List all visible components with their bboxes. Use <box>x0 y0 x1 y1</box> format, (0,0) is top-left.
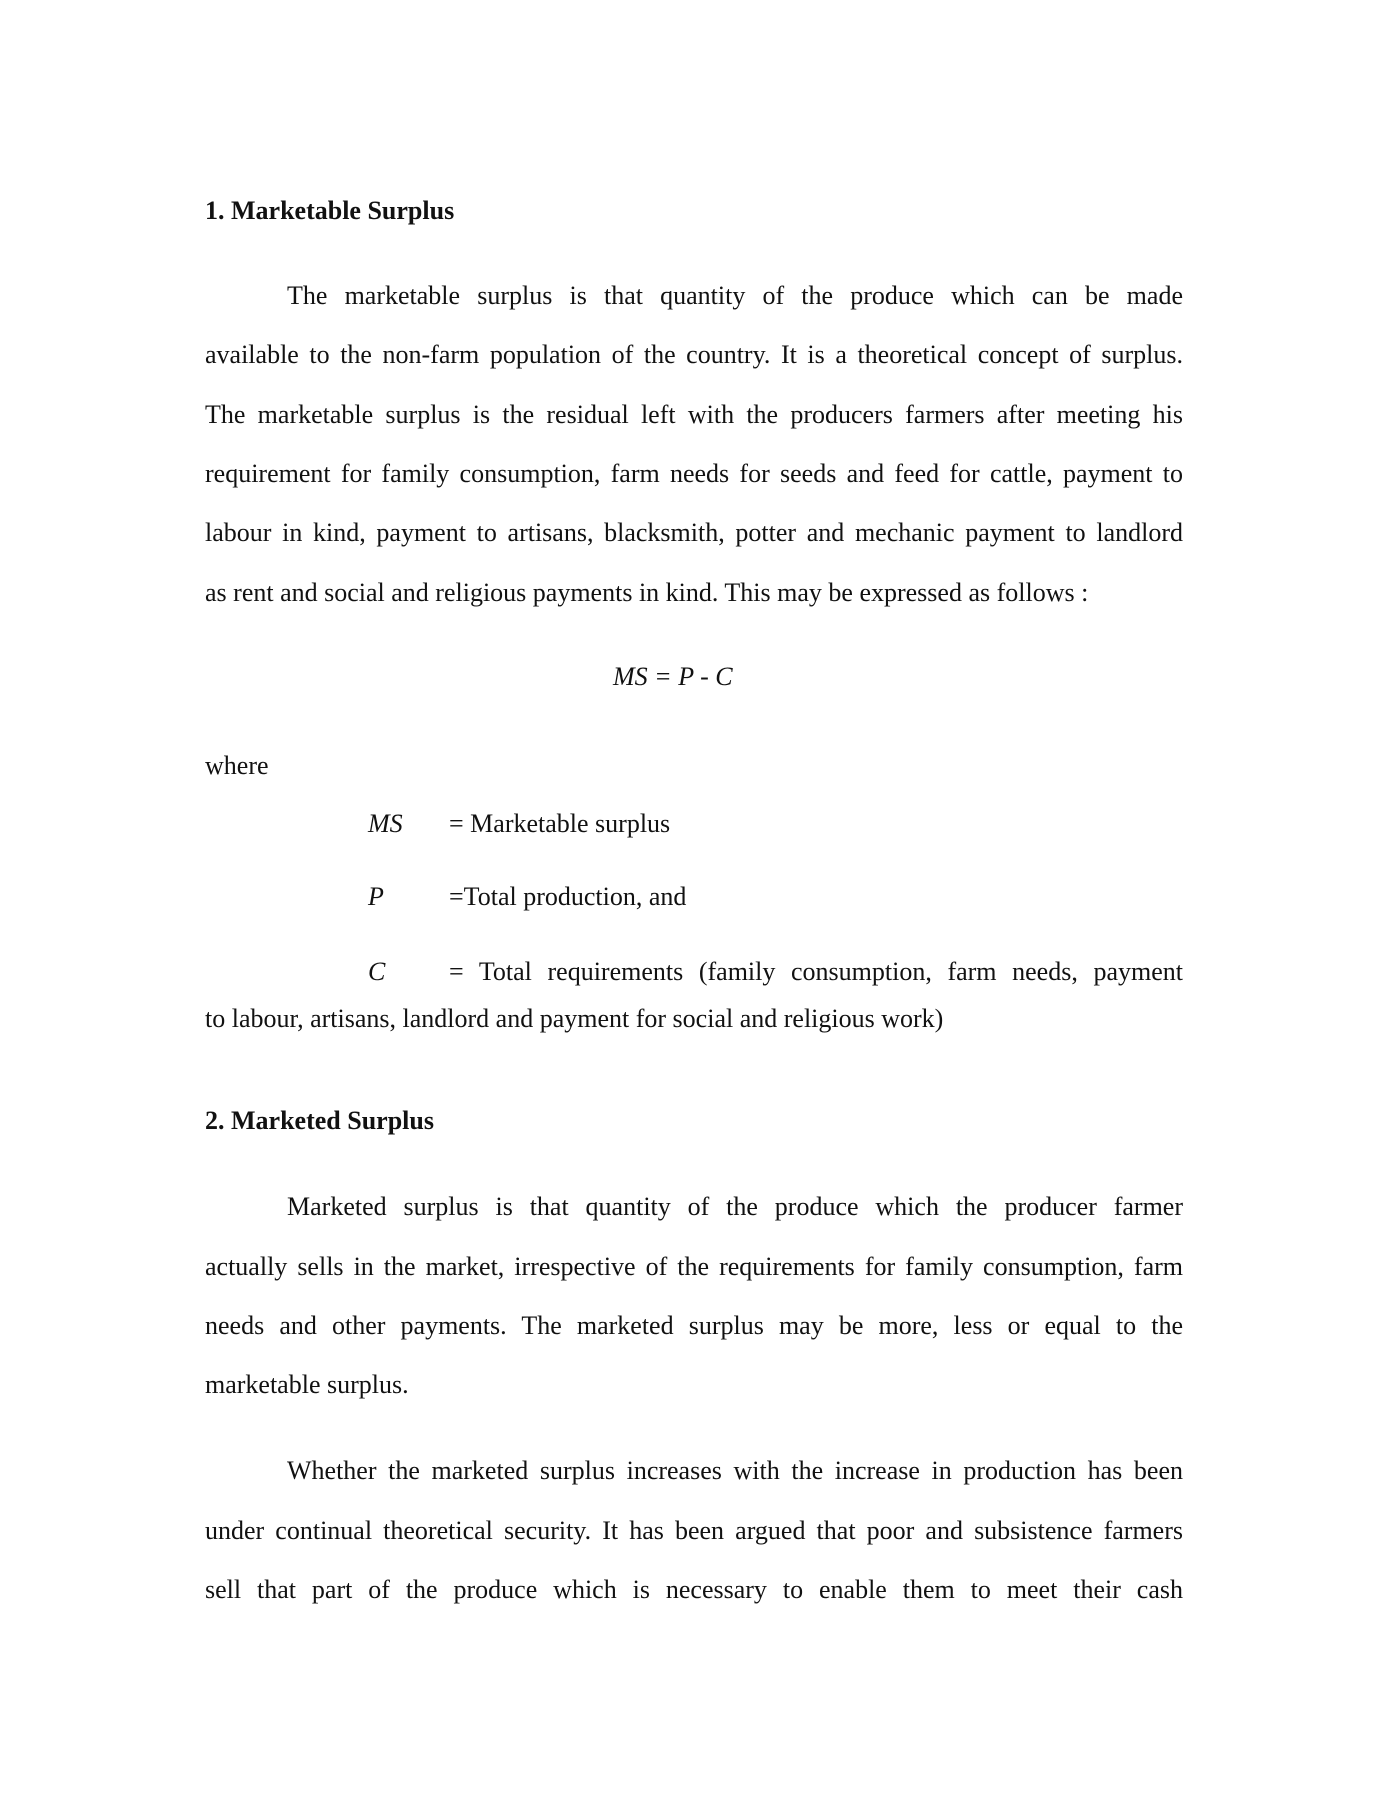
paragraph-line: requirement for family consumption, farm needs for seeds and feed for cattle, payment to <box>205 459 1183 488</box>
definition-symbol: MS <box>368 809 403 838</box>
formula: MS = P - C <box>613 662 733 691</box>
definition-symbol: P <box>368 882 384 911</box>
paragraph-line: The marketable surplus is that quantity of the produce which can be made <box>287 281 1183 310</box>
paragraph-line: Whether the marketed surplus increases with the increase in production has been <box>287 1456 1183 1485</box>
section-heading-marketable-surplus: 1. Marketable Surplus <box>205 196 455 225</box>
paragraph-line: The marketable surplus is the residual left with the producers farmers after meeting his <box>205 400 1183 429</box>
paragraph-line: needs and other payments. The marketed surplus may be more, less or equal to the <box>205 1311 1183 1340</box>
paragraph-line: under continual theoretical security. It has been argued that poor and subsistence farmers <box>205 1516 1183 1545</box>
definition-meaning: =Total production, and <box>449 882 687 911</box>
paragraph-line: sell that part of the produce which is necessary to enable them to meet their cash <box>205 1575 1183 1604</box>
definition-symbol: C <box>368 957 386 986</box>
paragraph-line: actually sells in the market, irrespective of the requirements for family consumption, farm <box>205 1252 1183 1281</box>
paragraph-line: labour in kind, payment to artisans, blacksmith, potter and mechanic payment to landlord <box>205 518 1183 547</box>
paragraph-line: Marketed surplus is that quantity of the produce which the producer farmer <box>287 1192 1183 1221</box>
paragraph-line: as rent and social and religious payments in kind. This may be expressed as follows : <box>205 578 1089 607</box>
paragraph-line: marketable surplus. <box>205 1370 409 1399</box>
section-heading-marketed-surplus: 2. Marketed Surplus <box>205 1106 434 1135</box>
paragraph-line: available to the non-farm population of the country. It is a theoretical concept of surplus. <box>205 340 1183 369</box>
definition-meaning: = Total requirements (family consumption, farm needs, payment <box>449 957 1183 986</box>
where-label: where <box>205 751 269 780</box>
definition-meaning: = Marketable surplus <box>449 809 671 838</box>
definition-continuation: to labour, artisans, landlord and payment for social and religious work) <box>205 1004 944 1033</box>
